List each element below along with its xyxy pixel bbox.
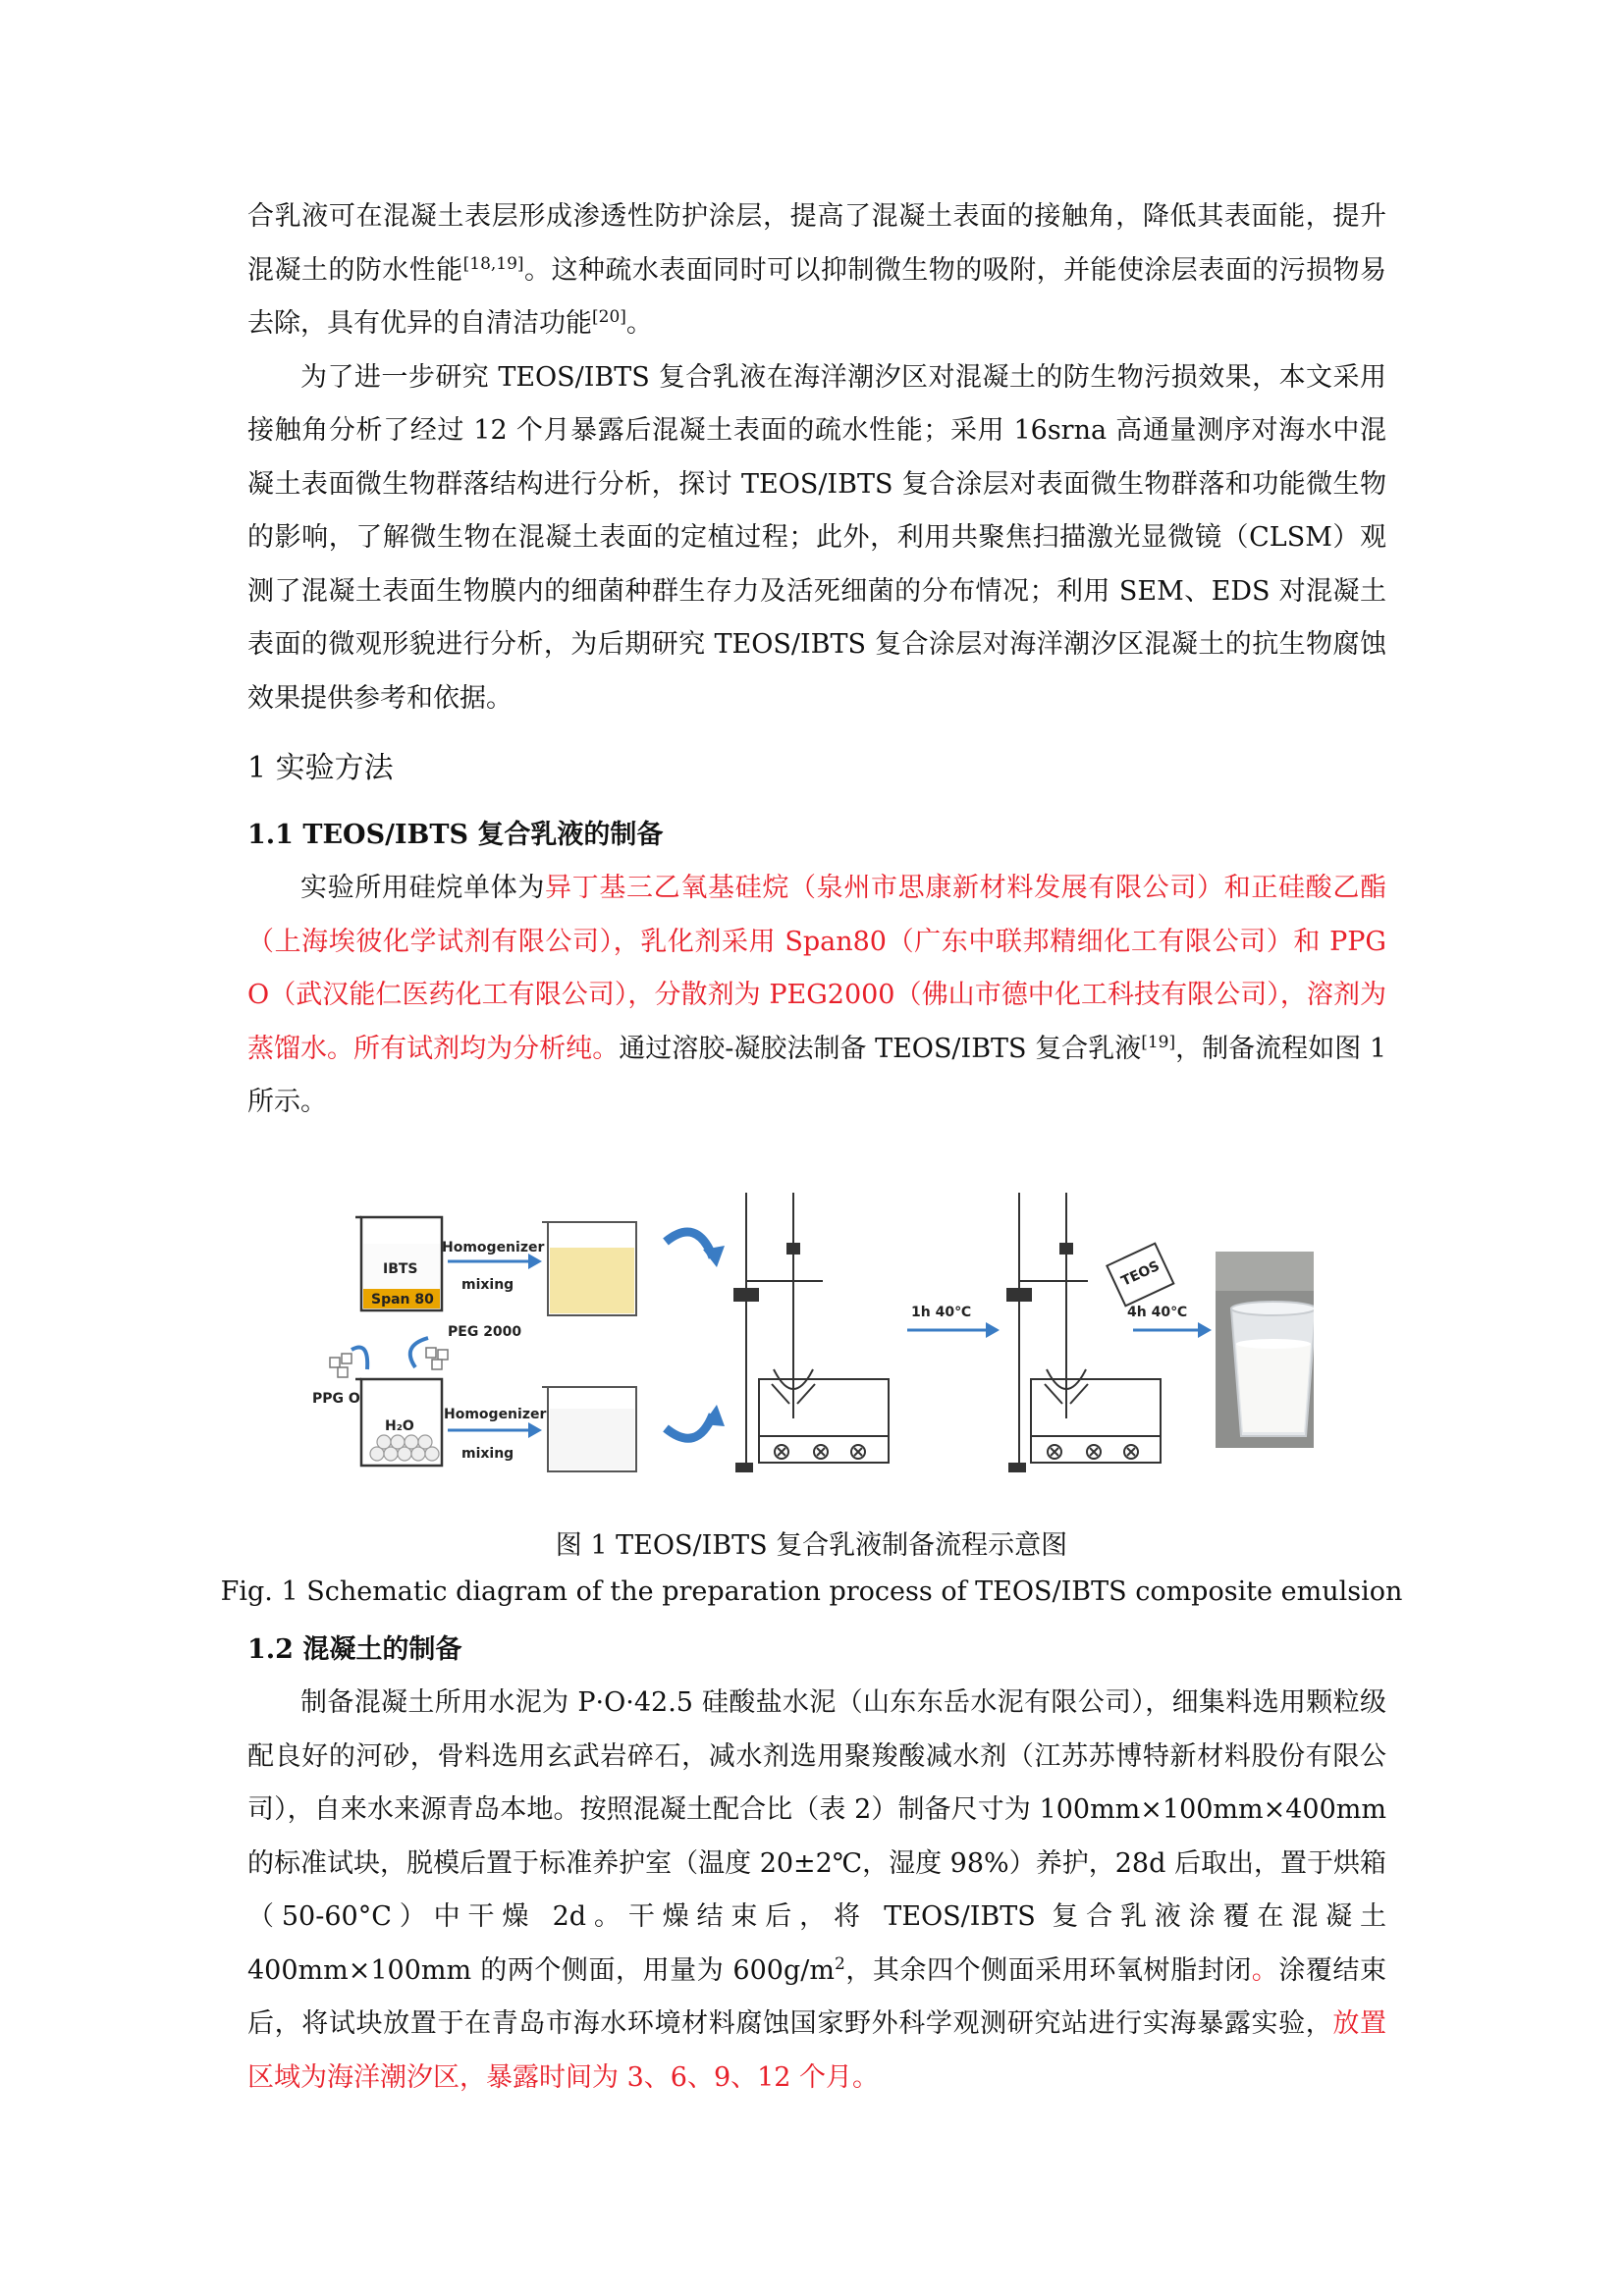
label-step-1: 1h 40℃	[911, 1305, 972, 1320]
arrow-to-reactor-1	[666, 1232, 713, 1257]
arrow-to-reactor-2	[666, 1415, 713, 1438]
para-intro: 为了进一步研究 TEOS/IBTS 复合乳液在海洋潮汐区对混凝土的防生物污损效果，本文采用接触角分析了经过 12 个月暴露后混凝土表面的疏水性能；采用 16srna 高通量测序对海水中混凝土表面微生物群落结构进行分析，探讨 TEOS/IBTS 复合涂层对表面微生物群落和功能微生物的影响，了解微生物在混凝土表面的定植过程；此外，利用共聚焦扫描激光显微镜（CLSM）观测了混凝土表面生物膜内的细菌种群生存力及活死细菌的分布情况；利用 SEM、EDS 对混凝土表面的微观形貌进行分析，为后期研究 TEOS/IBTS 复合涂层对海洋潮汐区混凝土的抗生物腐蚀效果提供参考和依据。	[247, 361, 1386, 714]
label-ibts: IBTS	[383, 1261, 418, 1277]
highlighted-text: 。	[1251, 1954, 1279, 1986]
arrow-step-1	[907, 1305, 1000, 1338]
highlighted-text: 放置区域为海洋潮汐区，暴露时间为 3、6、9、12 个月。	[247, 2008, 1387, 2093]
para-top-text: 。	[625, 308, 653, 339]
label-mixing-2: mixing	[461, 1446, 514, 1462]
arrow-homogenizer-2	[444, 1407, 546, 1462]
label-mixing-1: mixing	[461, 1277, 514, 1293]
para-top-text: 。这种疏水表面同时可以抑制微生物的吸附，并能使涂层表面的污损物易去除，具有优异的自清洁功能	[247, 254, 1387, 339]
para-text: 制备混凝土所用水泥为 P·O·42.5 硅酸盐水泥（山东东岳水泥有限公司），细集料选用颗粒级配良好的河砂，骨料选用玄武岩碎石，减水剂选用聚羧酸减水剂（江苏苏博特新材料股份有限公司），自来水来源青岛本地。按照混凝土配合比（表 2）制备尺寸为 100mm×100mm×400mm 的标准试块，脱模后置于标准养护室（温度 20±2℃，湿度 98%）养护，28d 后取出，置于烘箱（50-60°C）中干燥 2d。干燥结束后，将 TEOS/IBTS 复合乳液涂覆在混凝土 400mm×100mm 的两个侧面，用量为 600g/m	[247, 1687, 1386, 1986]
para-text: 涂覆结束后，将试块放置于在青岛市海水环境材料腐蚀国家野外科学观测研究站进行实海暴露实验，	[247, 1954, 1386, 2039]
para-concrete	[247, 1677, 1386, 2105]
beaker-ibts	[355, 1217, 442, 1310]
para-top	[247, 190, 1386, 351]
label-span80: Span 80	[371, 1292, 434, 1308]
label-teos: TEOS	[1118, 1257, 1163, 1290]
citation: [19]	[1141, 1032, 1176, 1052]
para-text: ，其余四个侧面采用环氧树脂封闭	[844, 1954, 1252, 1986]
label-homogenizer-2: Homogenizer	[444, 1407, 547, 1422]
label-peg2000: PEG 2000	[448, 1324, 522, 1340]
subsection-heading: 1.2 混凝土的制备	[247, 1634, 462, 1665]
arrow-homogenizer-1	[442, 1240, 544, 1293]
beaker-oil-phase	[542, 1222, 636, 1315]
para-top-text: 合乳液可在混凝土表层形成渗透性防护涂层，提高了混凝土表面的接触角，降低其表面能，提升混凝土的防水性能	[247, 201, 1386, 286]
highlighted-text: 异丁基三乙氧基硅烷（泉州市思康新材料发展有限公司）和正硅酸乙酯（上海埃彼化学试剂有限公司），乳化剂采用 Span80（广东中联邦精细化工有限公司）和 PPG O（武汉能仁医药化工有限公司），分散剂为 PEG2000（佛山市德中化工科技有限公司），溶剂为蒸馏水。所有试剂均为分析纯。	[247, 873, 1386, 1064]
figure-caption-cn: 图 1 TEOS/IBTS 复合乳液制备流程示意图	[555, 1530, 1068, 1561]
reactor-setup-1	[734, 1193, 889, 1471]
reactor-setup-2	[1007, 1193, 1161, 1471]
arrow-step-2	[1127, 1305, 1212, 1338]
beaker-water	[355, 1379, 442, 1466]
para-materials	[247, 862, 1386, 1130]
label-step-2: 4h 40℃	[1127, 1305, 1188, 1320]
citation: [20]	[592, 307, 626, 327]
para-top-block	[247, 190, 1386, 725]
emulsion-photo	[1216, 1252, 1314, 1448]
ppgo-particles	[330, 1354, 352, 1377]
label-ppgo: PPG O	[312, 1391, 360, 1407]
section-heading: 1 实验方法	[247, 751, 394, 785]
figure-1-schematic	[312, 1173, 1314, 1497]
para-text: 实验所用硅烷单体为	[300, 873, 545, 903]
citation: [18,19]	[462, 253, 524, 274]
beaker-teos	[1107, 1244, 1173, 1307]
label-h2o: H₂O	[385, 1418, 414, 1434]
para-materials-block	[247, 862, 1386, 1130]
figure-caption-en: Fig. 1 Schematic diagram of the preparation process of TEOS/IBTS composite emulsion	[220, 1576, 1403, 1607]
para-text: 通过溶胶-凝胶法制备 TEOS/IBTS 复合乳液	[619, 1033, 1142, 1064]
label-homogenizer-1: Homogenizer	[442, 1240, 545, 1255]
peg-particles	[426, 1348, 448, 1369]
arrow-ppgo	[352, 1348, 367, 1370]
subsection-heading: 1.1 TEOS/IBTS 复合乳液的制备	[247, 820, 664, 850]
para-text: ，制备流程如图 1 所示。	[247, 1033, 1387, 1117]
superscript: 2	[834, 1953, 845, 1974]
beaker-water-phase	[542, 1387, 636, 1471]
para-concrete-block	[247, 1677, 1386, 2105]
